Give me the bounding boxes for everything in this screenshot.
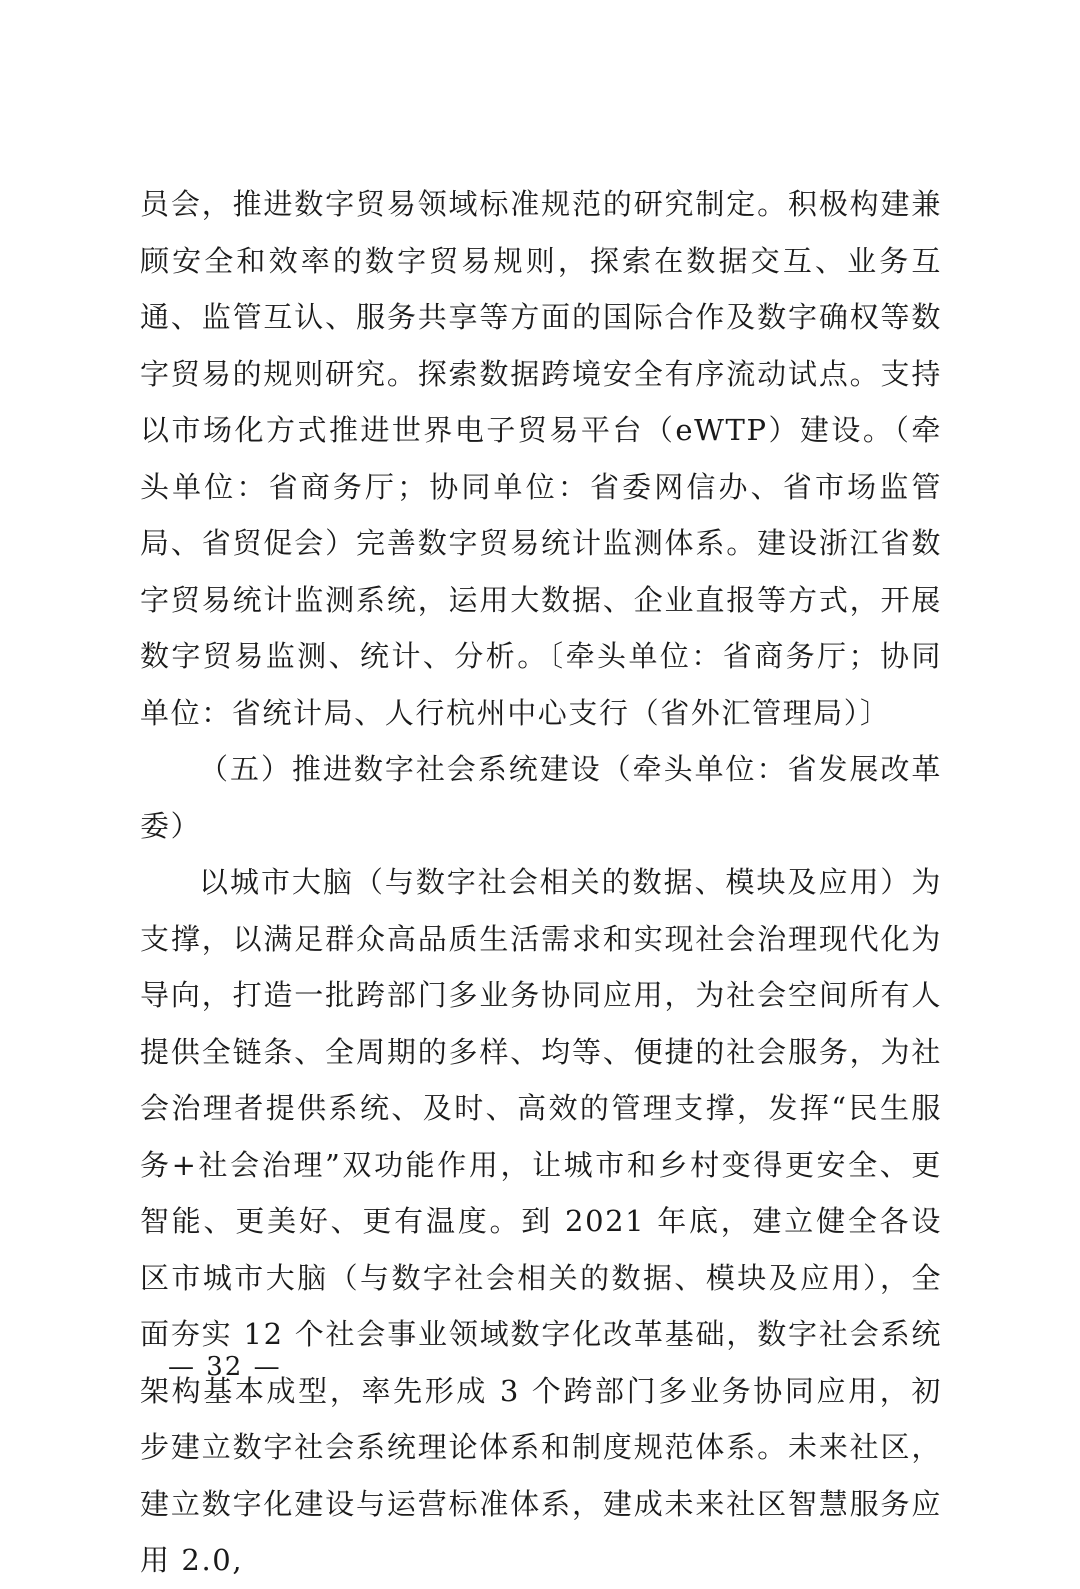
paragraph-digital-trade: 员会，推进数字贸易领域标准规范的研究制定。积极构建兼顾安全和效率的数字贸易规则，探索在数据交互、业务互通、监管互认、服务共享等方面的国际合作及数字确权等数字贸易的规则研究。探索数据跨境安全有序流动试点。支持以市场化方式推进世界电子贸易平台（eWTP）建设。（牵头单位：省商务厅；协同单位：省委网信办、省市场监管局、省贸促会）完善数字贸易统计监测体系。建设浙江省数字贸易统计监测系统，运用大数据、企业直报等方式，开展数字贸易监测、统计、分析。〔牵头单位：省商务厅；协同单位：省统计局、人行杭州中心支行（省外汇管理局）〕 [140, 187, 942, 730]
page-number: — 32 — [168, 1352, 282, 1382]
section-heading-digital-society: （五）推进数字社会系统建设（牵头单位：省发展改革委） [140, 752, 942, 843]
paragraph-digital-society: 以城市大脑（与数字社会相关的数据、模块及应用）为支撑，以满足群众高品质生活需求和实现社会治理现代化为导向，打造一批跨部门多业务协同应用，为社会空间所有人提供全链条、全周期的多样、均等、便捷的社会服务，为社会治理者提供系统、及时、高效的管理支撑，发挥“民生服务+社会治理”双功能作用，让城市和乡村变得更安全、更智能、更美好、更有温度。到 2021 年底，建立健全各设区市城市大脑（与数字社会相关的数据、模块及应用），全面夯实 12 个社会事业领域数字化改革基础，数字社会系统架构基本成型，率先形成 3 个跨部门多业务协同应用，初步建立数字社会系统理论体系和制度规范体系。未来社区，建立数字化建设与运营标准体系，建成未来社区智慧服务应用 2.0, [140, 865, 942, 1577]
